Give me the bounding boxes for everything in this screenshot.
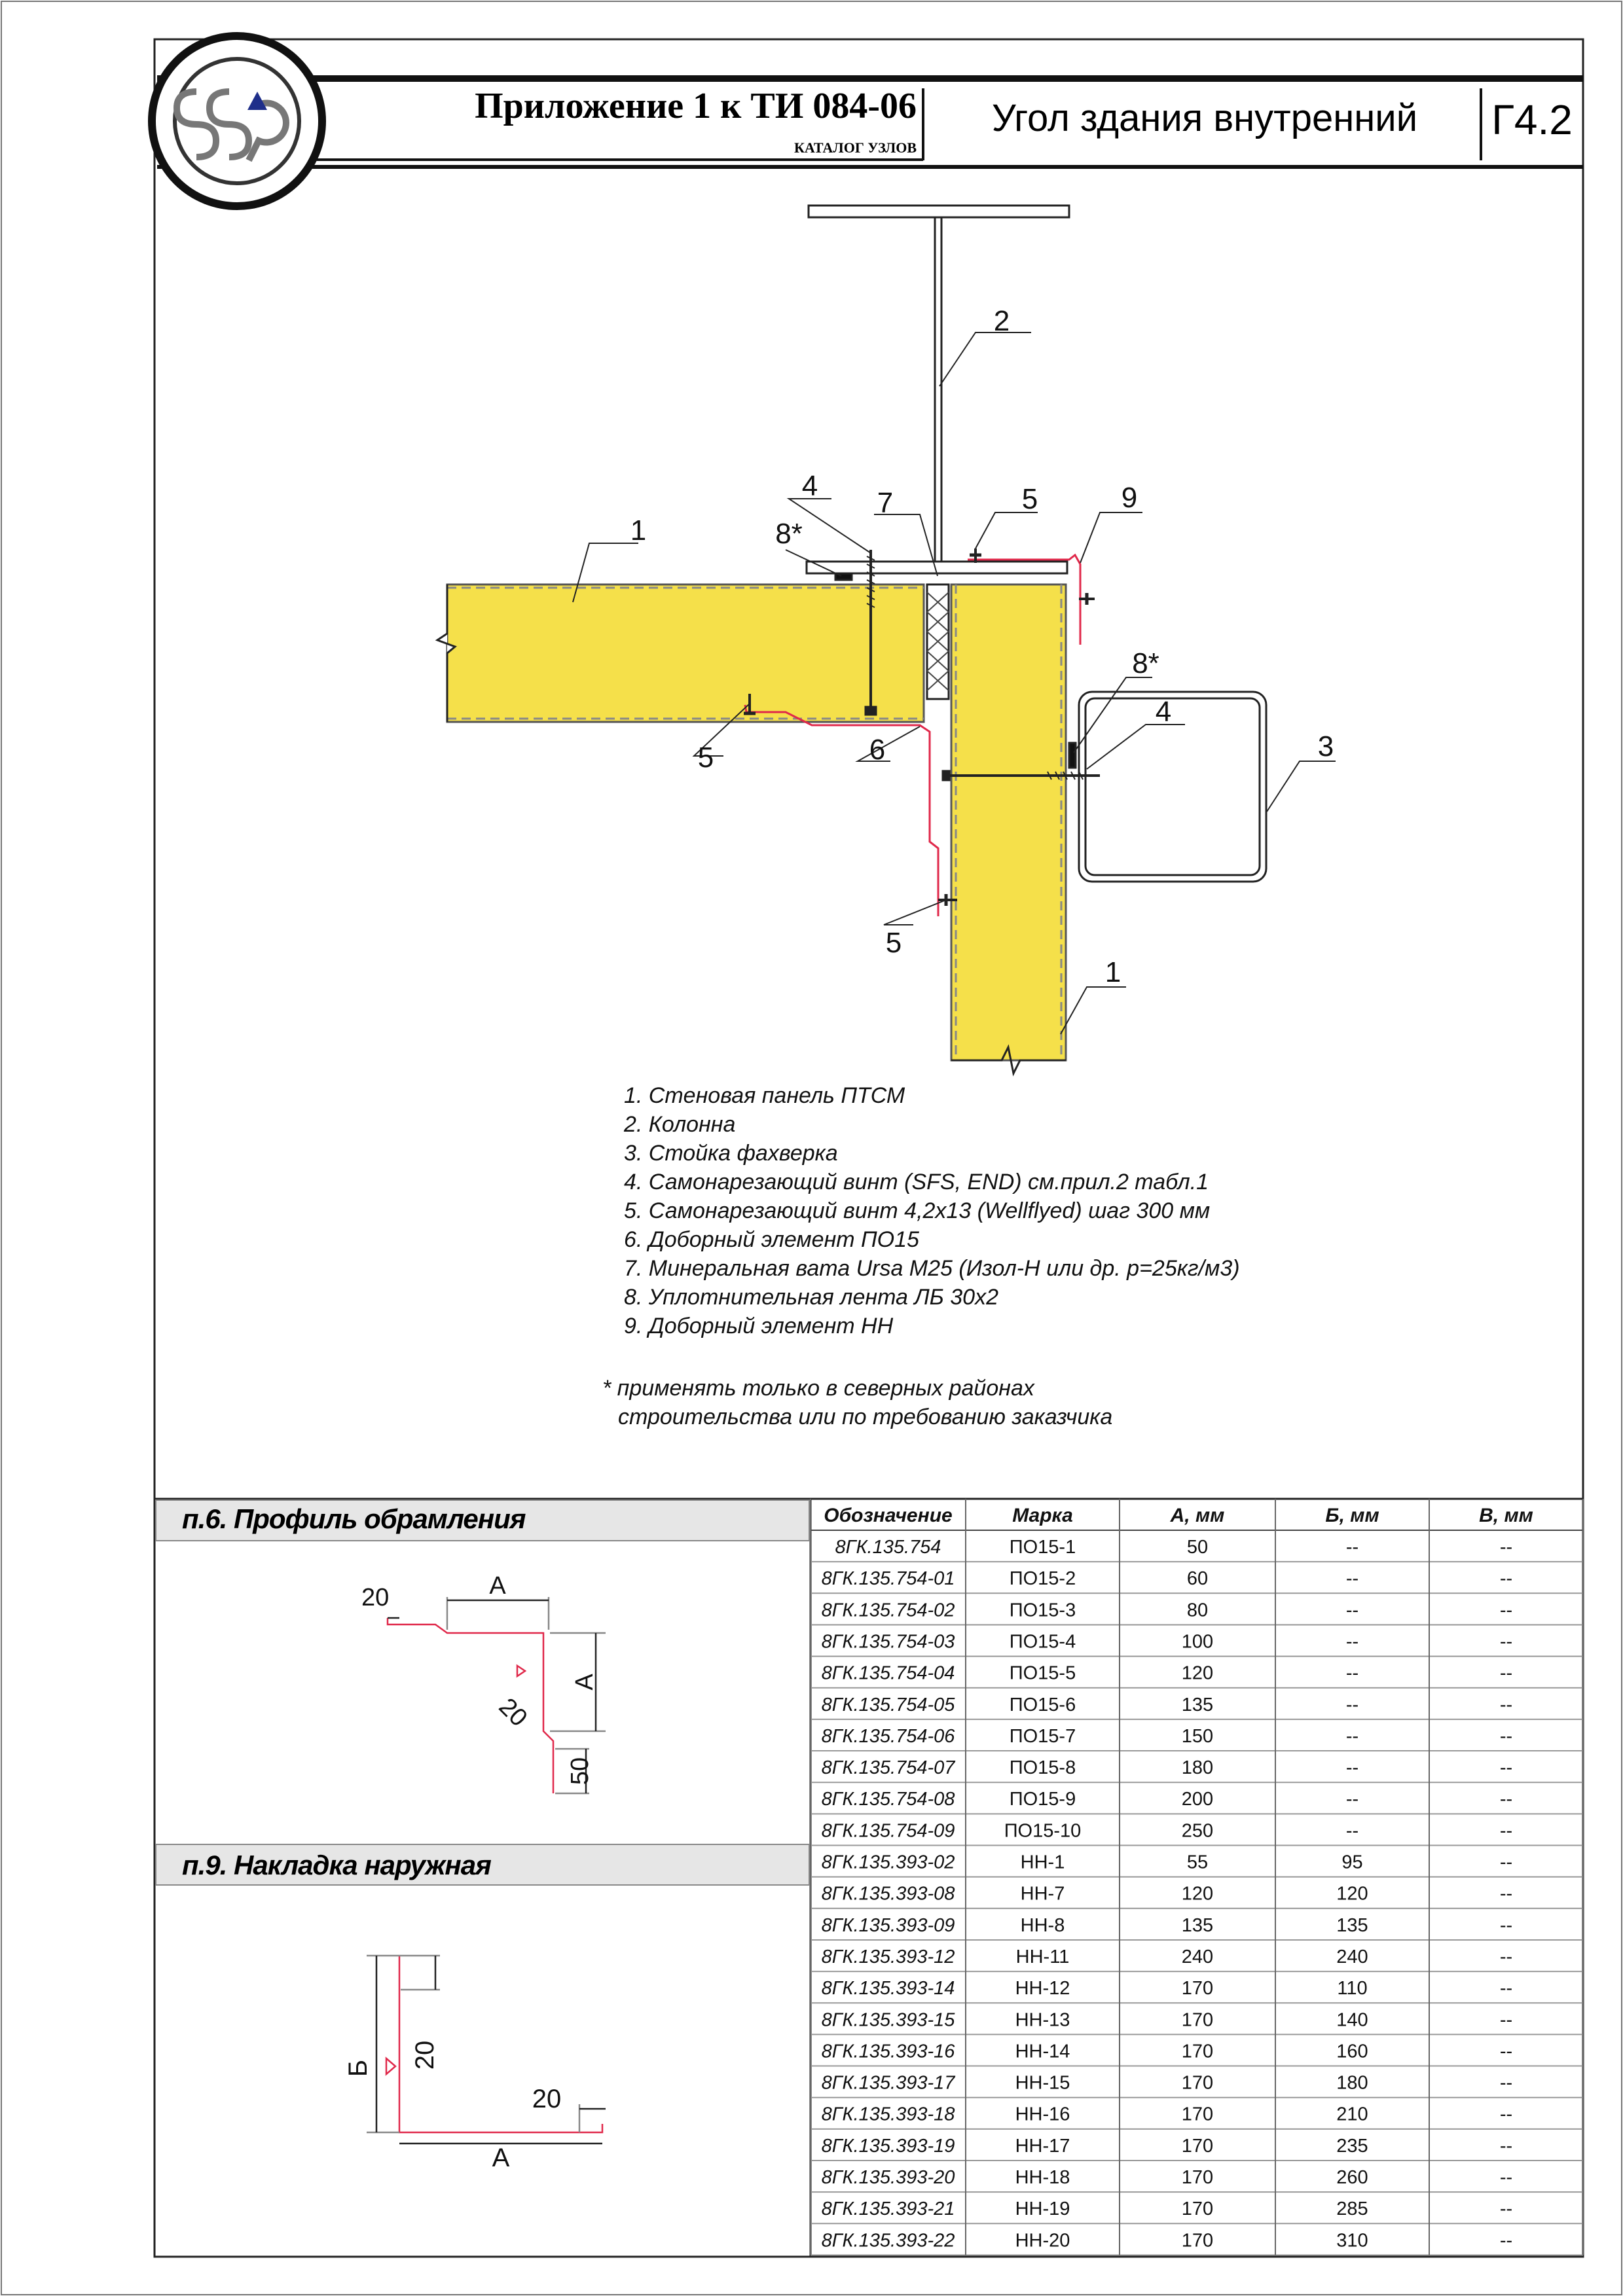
sheet-code: Г4.2 (1491, 96, 1573, 143)
dim-20-horizontal: 20 (532, 2085, 562, 2113)
table-cell: -- (1499, 2072, 1513, 2094)
title-block (152, 36, 1583, 206)
table-cell: -- (1499, 2104, 1513, 2125)
table-cell: -- (1499, 1820, 1513, 1842)
table-cell: ПО15-4 (1009, 1631, 1076, 1653)
callout-8a: 8* (775, 518, 803, 550)
table-cell: -- (1345, 1820, 1359, 1842)
table-cell: 120 (1181, 1662, 1214, 1684)
table-cell: -- (1345, 1694, 1359, 1715)
table-cell: 250 (1181, 1820, 1214, 1842)
table-cell: -- (1499, 1789, 1513, 1810)
table-cell: 160 (1336, 2041, 1368, 2062)
dim-B: Б (344, 2059, 373, 2077)
table-cell: 170 (1181, 2135, 1214, 2157)
table-cell: 8ГК.135.754-02 (821, 1600, 955, 1621)
table-cell: НН-18 (1015, 2167, 1070, 2188)
rack-tube-outer (1079, 692, 1266, 882)
legend-item: 1. Стеновая панель ПТСМ (624, 1083, 905, 1108)
legend-item: 4. Самонарезающий винт (SFS, END) см.прил.2 табл.1 (624, 1170, 1209, 1194)
table-cell: -- (1499, 1852, 1513, 1873)
section-p9-title: п.9. Накладка наружная (182, 1850, 491, 1880)
callout-4a: 4 (801, 470, 818, 502)
table-cell: ПО15-8 (1009, 1757, 1076, 1779)
table-cell: ПО15-6 (1009, 1694, 1076, 1715)
appendix-title: Приложение 1 к ТИ 084-06 (475, 86, 917, 126)
table-cell: НН-14 (1015, 2041, 1070, 2062)
table-cell: -- (1345, 1537, 1359, 1558)
legend-item: 9. Доборный элемент НН (624, 1314, 894, 1338)
legend (602, 1083, 1240, 1429)
table-cell: 8ГК.135.393-08 (821, 1883, 955, 1905)
callout-5a: 5 (1021, 483, 1038, 515)
table-cell: -- (1499, 1631, 1513, 1653)
table-cell: НН-8 (1020, 1914, 1065, 1936)
callout-1b: 1 (1104, 956, 1122, 988)
table-cell: 100 (1181, 1631, 1214, 1653)
table-cell: НН-11 (1015, 1946, 1070, 1967)
table-cell: 8ГК.135.393-21 (821, 2198, 955, 2220)
callout-7: 7 (877, 487, 894, 519)
seal-tape-2 (1069, 743, 1076, 768)
table-cell: НН-20 (1015, 2230, 1070, 2251)
table-cell: -- (1499, 1568, 1513, 1590)
table-header-cell: Марка (1012, 1505, 1073, 1526)
table-cell: ПО15-2 (1009, 1568, 1076, 1590)
dim-A-side: A (571, 1674, 598, 1691)
table-cell: ПО15-5 (1009, 1662, 1076, 1684)
drawing-title: Угол здания внутренний (991, 97, 1418, 139)
callout-3: 3 (1317, 730, 1334, 762)
note-line-1: * применять только в северных районах (602, 1376, 1034, 1401)
column-flange-top (809, 206, 1069, 217)
table-cell: 170 (1181, 1978, 1214, 2000)
table-cell: 260 (1336, 2167, 1368, 2188)
table-cell: 170 (1181, 2041, 1214, 2062)
table-cell: 8ГК.135.393-14 (821, 1978, 955, 2000)
table-header-cell: Обозначение (824, 1505, 953, 1526)
table-cell: 8ГК.135.393-19 (821, 2135, 955, 2157)
table-cell: -- (1499, 2041, 1513, 2062)
wall-panel-vertical (951, 584, 1066, 1060)
table-cell: 120 (1181, 1883, 1214, 1905)
table-cell: 170 (1181, 2198, 1214, 2220)
table-cell: 240 (1336, 1946, 1368, 1967)
callout-5c: 5 (885, 927, 902, 959)
table-cell: 135 (1181, 1694, 1214, 1715)
legend-item: 7. Минеральная вата Ursa M25 (Изол-Н или др. p=25кг/м3) (624, 1256, 1240, 1281)
table-cell: 8ГК.135.393-18 (821, 2104, 955, 2125)
table-cell: 180 (1336, 2072, 1368, 2094)
table-cell: -- (1499, 1725, 1513, 1747)
table-header-cell: А, мм (1170, 1505, 1225, 1526)
table-cell: 50 (1186, 1537, 1209, 1558)
table-cell: 8ГК.135.754-08 (821, 1789, 955, 1810)
legend-item: 6. Доборный элемент ПО15 (624, 1227, 919, 1252)
table-cell: 80 (1186, 1600, 1209, 1621)
note-line-2: строительства или по требованию заказчика (618, 1405, 1113, 1429)
table-header-cell: В, мм (1479, 1505, 1533, 1526)
dim-A: A (492, 2144, 510, 2172)
table-cell: 8ГК.135.393-20 (821, 2167, 955, 2188)
table-cell: -- (1345, 1631, 1359, 1653)
table-cell: 8ГК.135.754-03 (821, 1631, 955, 1653)
legend-item: 5. Самонарезающий винт 4,2x13 (Wellflyed) шаг 300 мм (624, 1198, 1211, 1223)
profile-p9-sketch (344, 1956, 606, 2172)
table-cell: НН-13 (1015, 2009, 1070, 2031)
table-cell: -- (1499, 2135, 1513, 2157)
table-cell: -- (1499, 1978, 1513, 2000)
table-cell: -- (1499, 2198, 1513, 2220)
callout-6: 6 (869, 734, 886, 766)
table-cell: -- (1345, 1757, 1359, 1779)
callout-9: 9 (1121, 482, 1138, 514)
legend-item: 2. Колонна (624, 1112, 736, 1137)
table-cell: -- (1499, 1662, 1513, 1684)
dim-20-vertical: 20 (410, 2040, 439, 2070)
table-cell: ПО15-7 (1009, 1725, 1076, 1747)
table-header-cell: Б, мм (1325, 1505, 1379, 1526)
wall-panel-horizontal (447, 584, 924, 722)
table-cell: -- (1499, 1757, 1513, 1779)
section-p6-title: п.6. Профиль обрамления (182, 1503, 526, 1534)
table-cell: -- (1345, 1725, 1359, 1747)
table-cell: 310 (1336, 2230, 1368, 2251)
table-cell: НН-19 (1015, 2198, 1070, 2220)
flashing-po15 (745, 705, 938, 916)
table-cell: НН-16 (1015, 2104, 1070, 2125)
table-cell: -- (1345, 1789, 1359, 1810)
callout-5b: 5 (697, 742, 714, 774)
table-cell: 55 (1186, 1852, 1209, 1873)
table-cell: 60 (1186, 1568, 1209, 1590)
table-cell: -- (1345, 1600, 1359, 1621)
table-cell: 8ГК.135.393-17 (821, 2072, 955, 2094)
table-cell: НН-15 (1015, 2072, 1070, 2094)
table-cell: 170 (1181, 2167, 1214, 2188)
table-cell: -- (1499, 1694, 1513, 1715)
table-cell: 8ГК.135.393-02 (821, 1852, 955, 1873)
table-cell: ПО15-3 (1009, 1600, 1076, 1621)
table-cell: НН-17 (1015, 2135, 1070, 2157)
dim-50: 50 (566, 1757, 594, 1785)
profile-p6-sketch (361, 1572, 606, 1793)
table-cell: 170 (1181, 2009, 1214, 2031)
table-cell: 140 (1336, 2009, 1368, 2031)
table-cell: 170 (1181, 2230, 1214, 2251)
legend-item: 8. Уплотнительная лента ЛБ 30x2 (624, 1285, 998, 1310)
table-cell: -- (1499, 1914, 1513, 1936)
legend-item: 3. Стойка фахверка (624, 1141, 838, 1166)
screw-small-3 (1079, 593, 1095, 605)
table-cell: 8ГК.135.393-16 (821, 2041, 955, 2062)
table-cell: 120 (1336, 1883, 1368, 1905)
table-cell: 8ГК.135.754-01 (821, 1568, 955, 1590)
table-cell: 8ГК.135.754 (835, 1537, 941, 1558)
table-cell: 170 (1181, 2072, 1214, 2094)
table-cell: ПО15-10 (1004, 1820, 1082, 1842)
table-cell: -- (1499, 1537, 1513, 1558)
table-cell: -- (1499, 2230, 1513, 2251)
table-cell: 170 (1181, 2104, 1214, 2125)
table-cell: 180 (1181, 1757, 1214, 1779)
table-cell: -- (1499, 2167, 1513, 2188)
table-cell: 150 (1181, 1725, 1214, 1747)
callout-8b: 8* (1132, 647, 1159, 679)
table-cell: 8ГК.135.754-06 (821, 1725, 955, 1747)
table-cell: 8ГК.135.393-22 (821, 2230, 955, 2251)
callout-2: 2 (993, 305, 1010, 337)
spec-table (811, 1499, 1583, 2255)
dim-20-a: 20 (361, 1584, 390, 1611)
table-cell: ПО15-9 (1009, 1789, 1076, 1810)
company-logo (152, 36, 322, 206)
table-cell: 235 (1336, 2135, 1368, 2157)
table-cell: 95 (1341, 1852, 1363, 1873)
dim-A-top: A (489, 1572, 506, 1600)
table-cell: 135 (1181, 1914, 1214, 1936)
table-cell: -- (1345, 1568, 1359, 1590)
table-cell: 135 (1336, 1914, 1368, 1936)
table-cell: 8ГК.135.754-07 (821, 1757, 955, 1779)
table-cell: НН-1 (1020, 1852, 1065, 1873)
table-cell: 210 (1336, 2104, 1368, 2125)
table-cell: 110 (1337, 1978, 1368, 2000)
table-cell: 8ГК.135.393-09 (821, 1914, 955, 1936)
table-cell: НН-12 (1015, 1978, 1070, 2000)
table-cell: 8ГК.135.393-15 (821, 2009, 955, 2031)
table-cell: 285 (1336, 2198, 1368, 2220)
table-cell: 200 (1181, 1789, 1214, 1810)
callout-1a: 1 (630, 514, 647, 547)
table-cell: -- (1499, 1600, 1513, 1621)
table-cell: -- (1499, 2009, 1513, 2031)
table-cell: -- (1345, 1662, 1359, 1684)
table-cell: 8ГК.135.393-12 (821, 1946, 955, 1967)
table-cell: 8ГК.135.754-09 (821, 1820, 955, 1842)
table-cell: 8ГК.135.754-04 (821, 1662, 955, 1684)
table-cell: -- (1499, 1883, 1513, 1905)
table-cell: -- (1499, 1946, 1513, 1967)
callout-4b: 4 (1155, 696, 1172, 728)
catalog-label: КАТАЛОГ УЗЛОВ (793, 139, 917, 156)
table-cell: 240 (1181, 1946, 1214, 1967)
dim-20-b: 20 (493, 1693, 533, 1732)
table-cell: НН-7 (1020, 1883, 1065, 1905)
table-cell: 8ГК.135.754-05 (821, 1694, 955, 1715)
table-cell: ПО15-1 (1009, 1537, 1076, 1558)
